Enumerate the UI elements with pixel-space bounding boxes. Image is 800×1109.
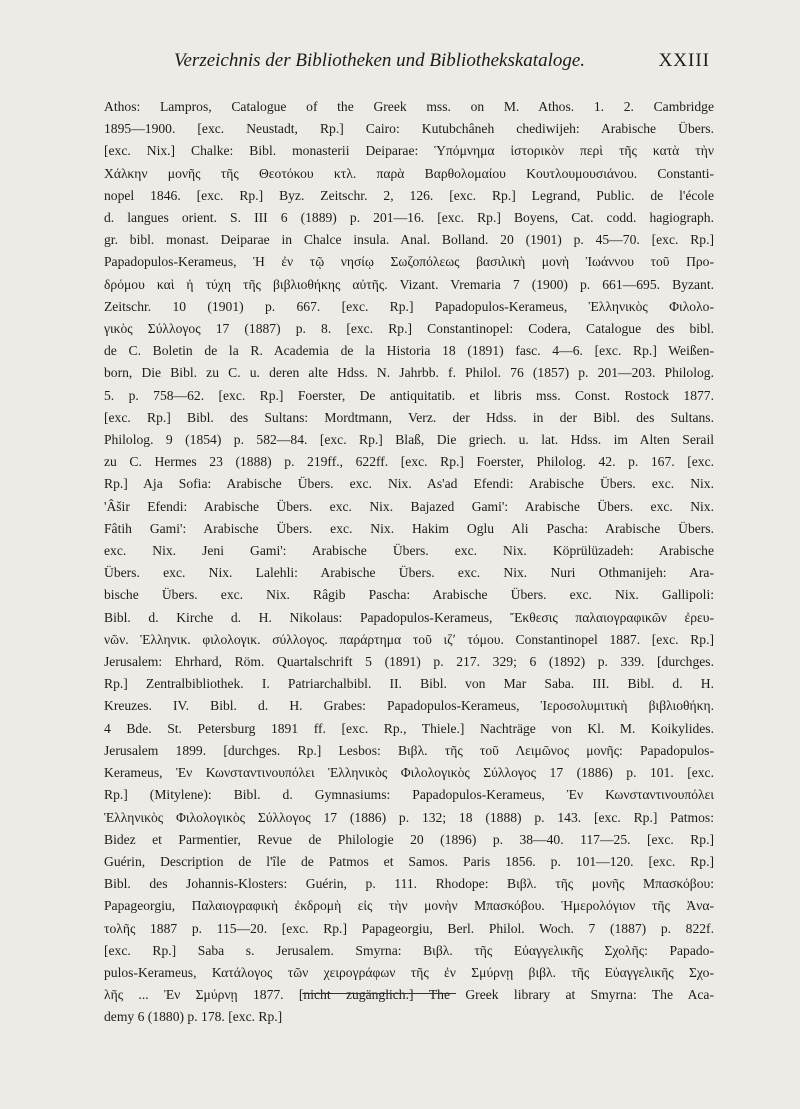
page-number: XXIII	[658, 50, 710, 71]
text-line: Kerameus, Ἐν Κωνσταντινουπόλει Ἑλληνικὸς Φιλολογικὸς Σύλλογος 17 (1886) p. 101. [exc.	[104, 765, 714, 781]
text-line: Kreuzes. IV. Bibl. d. H. Grabes: Papadopulos-Kerameus, Ἱεροσολυμιτικὴ βιβλιοθήκη.	[104, 698, 714, 714]
text-line: Papageorgiu, Παλαιογραφικὴ ἐκδρομὴ εἰς τὴν μονὴν Μπασκόβου. Ἡμερολόγιον τῆς Ἀνα-	[104, 898, 714, 914]
text-line: Bibl. d. Kirche d. H. Nikolaus: Papadopulos-Kerameus, Ἔκθεσις παλαιογραφικῶν ἐρευ-	[104, 609, 714, 625]
text-line: Fâtih Gami': Arabische Übers. exc. Nix. Hakim Oglu Ali Pascha: Arabische Übers.	[104, 520, 714, 536]
text-line: Athos: Lampros, Catalogue of the Greek mss. on M. Athos. 1. 2. Cambridge	[104, 99, 714, 114]
running-title: Verzeichnis der Bibliotheken und Bibliothekskataloge.	[174, 50, 586, 71]
text-line: gr. bibl. monast. Deiparae in Chalce insula. Anal. Bolland. 20 (1901) p. 45—70. [exc. Rp.]	[104, 232, 714, 248]
text-line: Jerusalem: Ehrhard, Röm. Quartalschrift 5 (1891) p. 217. 329; 6 (1892) p. 339. [durchges.	[104, 654, 714, 670]
text-line: Ἑλληνικὸς Φιλολογικὸς Σύλλογος 17 (1886) p. 132; 18 (1888) p. 143. [exc. Rp.] Patmos:	[104, 809, 714, 825]
text-line: Bibl. des Johannis-Klosters: Guérin, p. 111. Rhodope: Βιβλ. τῆς μονῆς Μπασκόβου:	[104, 876, 714, 892]
text-line: born, Die Bibl. zu C. u. deren alte Hdss. N. Jahrbb. f. Philol. 76 (1857) p. 201—203. Philolog.	[104, 365, 714, 381]
footnote-rule	[302, 993, 456, 994]
text-line: demy 6 (1880) p. 178. [exc. Rp.]	[104, 1009, 283, 1025]
text-line: Bidez et Parmentier, Revue de Philologie 20 (1896) p. 38—40. 117—25. [exc. Rp.]	[104, 831, 714, 847]
text-line: exc. Nix. Jeni Gami': Arabische Übers. exc. Nix. Köprülüzadeh: Arabische	[104, 543, 714, 559]
text-line: 4 Bde. St. Petersburg 1891 ff. [exc. Rp., Thiele.] Nachträge von Kl. M. Koikylides.	[104, 720, 714, 736]
text-line: Zeitschr. 10 (1901) p. 667. [exc. Rp.] Papadopulos-Kerameus, Ἑλληνικὸς Φιλολο-	[104, 298, 714, 314]
text-line: 5. p. 758—62. [exc. Rp.] Foerster, De antiquitatib. et libris mss. Const. Rostock 1877.	[104, 387, 714, 403]
text-line: d. langues orient. S. III 6 (1889) p. 201—16. [exc. Rp.] Boyens, Cat. codd. hagiograph.	[104, 210, 714, 226]
text-line: λῆς ... Ἐν Σμύρνῃ 1877. [nicht zugänglich.] The Greek library at Smyrna: The Aca-	[104, 987, 714, 1003]
running-header	[104, 50, 710, 72]
text-line: Rp.] Zentralbibliothek. I. Patriarchalbibl. II. Bibl. von Mar Saba. III. Bibl. d. H.	[104, 676, 714, 692]
text-line: τολῆς 1887 p. 115—20. [exc. Rp.] Papageorgiu, Berl. Philol. Woch. 7 (1887) p. 822f.	[104, 920, 714, 936]
text-line: δρόμου καὶ ἡ τύχη τῆς βιβλιοθήκης αὐτῆς. Vizant. Vremaria 7 (1900) p. 661—695. Byzant.	[104, 276, 714, 292]
text-line: nopel 1846. [exc. Rp.] Byz. Zeitschr. 2, 126. [exc. Rp.] Legrand, Public. de l'école	[104, 187, 714, 203]
text-line: zu C. Hermes 23 (1888) p. 219ff., 622ff. [exc. Rp.] Foerster, Philolog. 42. p. 167. [exc.	[104, 454, 714, 470]
text-line: Übers. exc. Nix. Lalehli: Arabische Übers. exc. Nix. Nuri Othmanijeh: Ara-	[104, 565, 714, 581]
text-line: [exc. Rp.] Saba s. Jerusalem. Smyrna: Βιβλ. τῆς Εὐαγγελικῆς Σχολῆς: Papado-	[104, 942, 714, 958]
text-line: νῶν. Ἑλληνικ. φιλολογικ. σύλλογος. παράρτημα τοῦ ιζʹ τόμου. Constantinopel 1887. [exc. Rp.]	[104, 631, 714, 647]
text-line: Rp.] Aja Sofia: Arabische Übers. exc. Nix. As'ad Efendi: Arabische Übers. exc. Nix.	[104, 476, 714, 492]
text-line: Guérin, Description de l'île de Patmos et Samos. Paris 1856. p. 101—120. [exc. Rp.]	[104, 853, 714, 869]
text-line: 'Âšir Efendi: Arabische Übers. exc. Nix. Bajazed Gami': Arabische Übers. exc. Nix.	[104, 498, 714, 514]
text-line: bische Übers. exc. Nix. Râgib Pascha: Arabische Übers. exc. Nix. Gallipoli:	[104, 587, 714, 603]
text-line: γικὸς Σύλλογος 17 (1887) p. 8. [exc. Rp.] Constantinopel: Codera, Catalogue des bibl.	[104, 321, 714, 337]
text-line: Rp.] (Mitylene): Bibl. d. Gymnasiums: Papadopulos-Kerameus, Ἐν Κωνσταντινουπόλει	[104, 787, 714, 803]
text-line: Jerusalem 1899. [durchges. Rp.] Lesbos: Βιβλ. τῆς τοῦ Λειμῶνος μονῆς: Papadopulos-	[104, 742, 714, 758]
text-line: de C. Boletin de la R. Academia de la Historia 18 (1891) fasc. 4—6. [exc. Rp.] Weißen-	[104, 343, 714, 359]
text-line: [exc. Rp.] Bibl. des Sultans: Mordtmann, Verz. der Hdss. in der Bibl. des Sultans.	[104, 409, 714, 425]
text-line: 1895—1900. [exc. Neustadt, Rp.] Cairo: Kutubchâneh chediwijeh: Arabische Übers.	[104, 121, 714, 137]
text-line: Papadopulos-Kerameus, Ἡ ἐν τῷ νησίῳ Σωζοπόλεως βασιλικὴ μονὴ Ἰωάννου τοῦ Προ-	[104, 254, 714, 270]
text-line: Χάλκην μονῆς τῆς Θεοτόκου κτλ. παρὰ Βαρθολομαίου Κουτλουμουσιάνου. Constanti-	[104, 165, 714, 181]
library-catalogue-text	[104, 96, 714, 1029]
text-line: pulos-Kerameus, Κατάλογος τῶν χειρογράφων τῆς ἐν Σμύρνῃ βιβλ. τῆς Εὐαγγελικῆς Σχο-	[104, 964, 714, 980]
text-line: Philolog. 9 (1854) p. 582—84. [exc. Rp.] Blaß, Die griech. u. lat. Hdss. im Alten Serail	[104, 432, 714, 448]
text-line: [exc. Nix.] Chalke: Bibl. monasterii Deiparae: Ὑπόμνημα ἱστορικὸν περὶ τῆς κατὰ τὴν	[104, 143, 714, 159]
